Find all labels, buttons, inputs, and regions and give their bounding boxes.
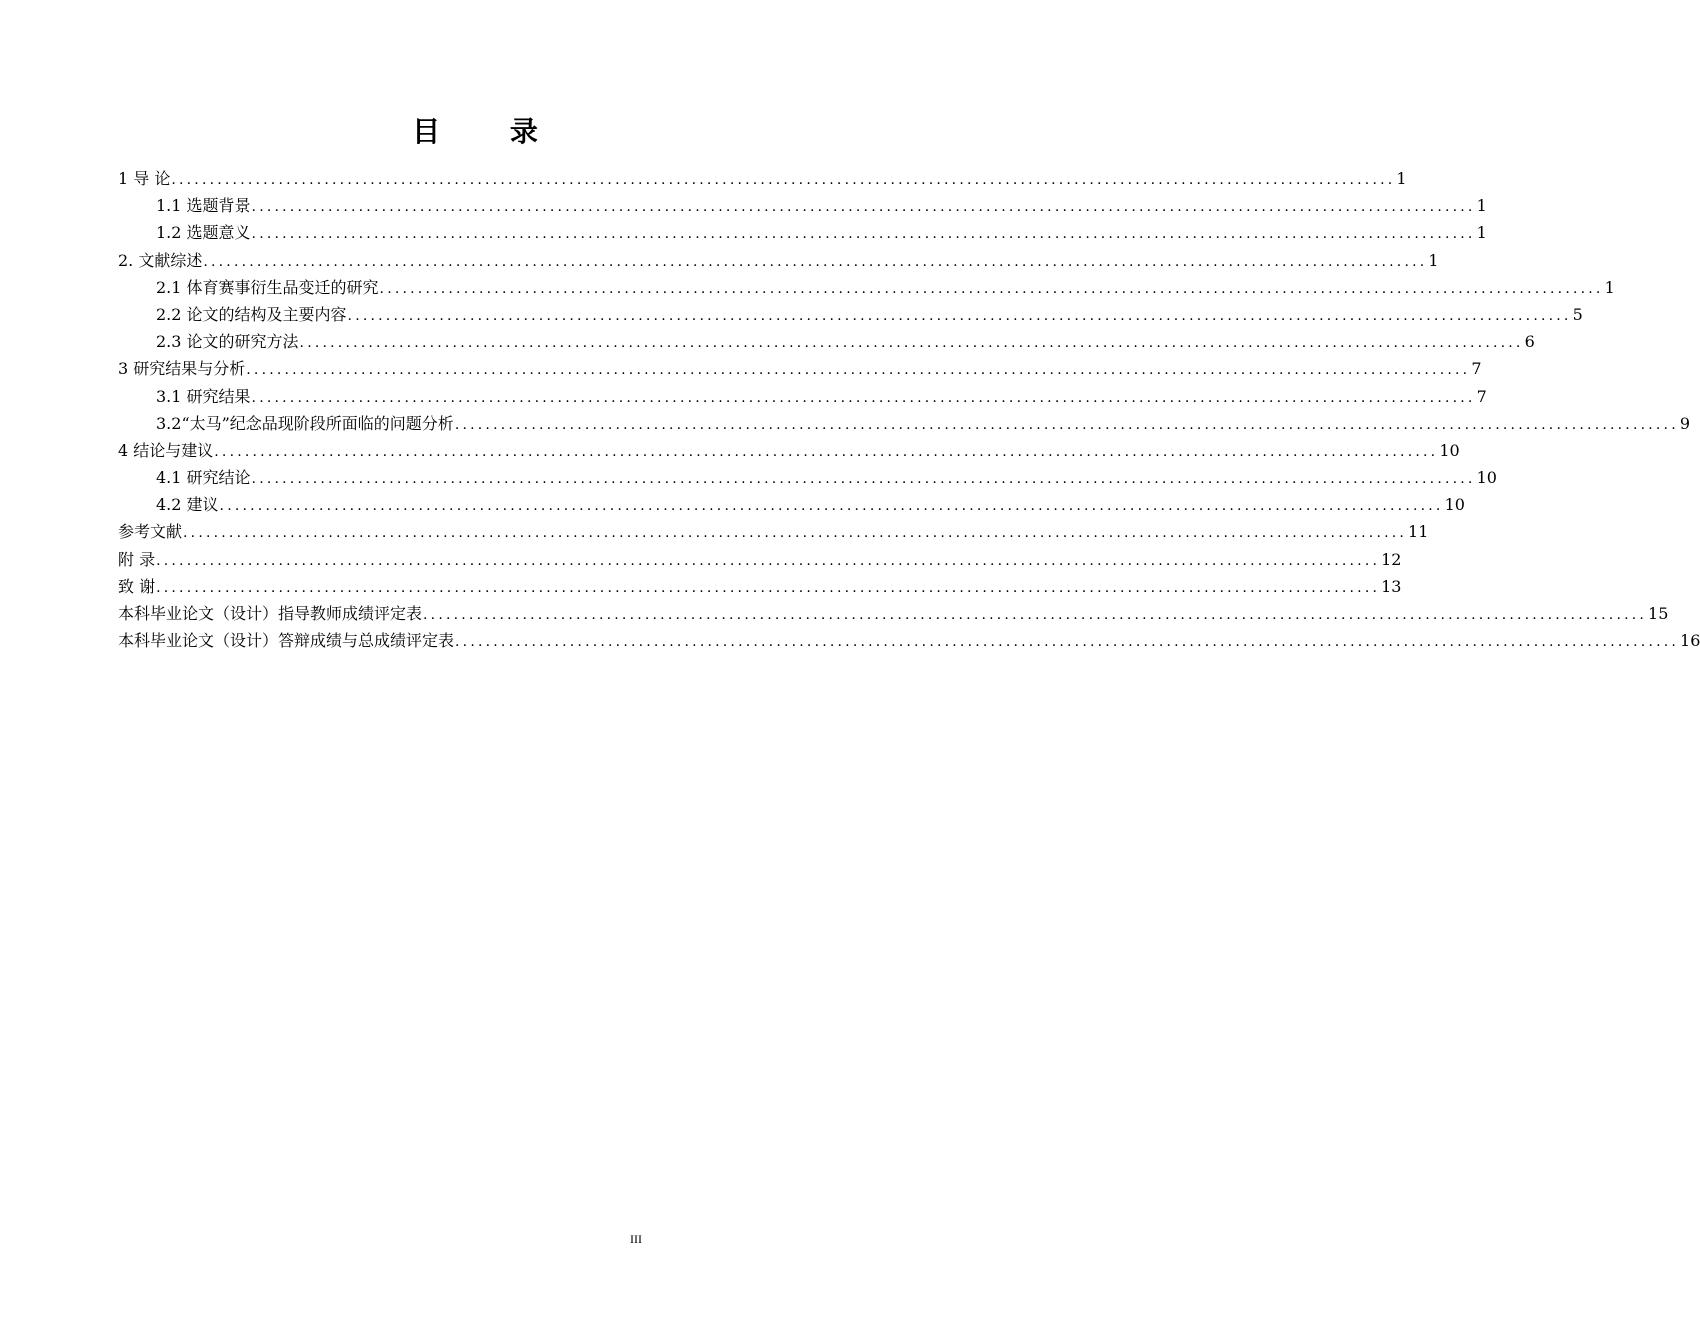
- toc-entry[interactable]: [118, 410, 1691, 437]
- toc-leader-dots: ................................................................................................................................................................: [379, 280, 1604, 297]
- toc-entry[interactable]: [118, 518, 1429, 545]
- toc-entry[interactable]: [118, 247, 1439, 274]
- toc-entry-label: 参考文献: [118, 522, 183, 542]
- toc-leader-dots: ................................................................................................................................................................: [214, 443, 1439, 460]
- toc-entry-label: 2.3 论文的研究方法: [156, 332, 299, 352]
- toc-entry[interactable]: [118, 546, 1402, 573]
- toc-entry[interactable]: [118, 355, 1482, 382]
- toc-entry-page: 12: [1381, 549, 1402, 569]
- toc-entry-label: 2.2 论文的结构及主要内容: [156, 304, 347, 324]
- toc-entry-page: 5: [1572, 304, 1583, 324]
- toc-entry-label: 本科毕业论文（设计）答辩成绩与总成绩评定表: [118, 631, 455, 651]
- toc-entry-label: 1.2 选题意义: [156, 223, 251, 243]
- toc-entry-label: 3.2“太马”纪念品现阶段所面临的问题分析: [156, 413, 454, 433]
- toc-entry-label: 2.1 体育赛事衍生品变迁的研究: [156, 277, 379, 297]
- toc-entry[interactable]: [118, 192, 1487, 219]
- toc-entry-page: 1: [1428, 250, 1439, 270]
- toc-entry[interactable]: [118, 437, 1460, 464]
- toc-leader-dots: ................................................................................................................................................................: [251, 389, 1476, 406]
- toc-entry-page: 9: [1679, 413, 1691, 433]
- toc-leader-dots: ................................................................................................................................................................: [156, 579, 1381, 596]
- toc-leader-dots: ................................................................................................................................................................: [251, 471, 1476, 488]
- toc-entry[interactable]: [118, 573, 1402, 600]
- toc-entry-label: 2. 文献综述: [118, 250, 203, 270]
- toc-title: 目 录: [412, 115, 568, 148]
- toc-entry-page: 1: [1604, 277, 1615, 297]
- toc-entry-page: 16: [1680, 631, 1700, 651]
- toc-entry[interactable]: [118, 383, 1487, 410]
- toc-entry-label: 3.1 研究结果: [156, 386, 251, 406]
- toc-entry-label: 4.1 研究结论: [156, 468, 251, 488]
- toc-leader-dots: ................................................................................................................................................................: [171, 172, 1396, 188]
- toc-entry-label: 3 研究结果与分析: [118, 359, 246, 379]
- toc-entry[interactable]: [118, 301, 1583, 328]
- toc-entry-page: 7: [1476, 386, 1487, 406]
- toc-entry[interactable]: [118, 627, 1700, 654]
- toc-entry-label: 4 结论与建议: [118, 440, 214, 460]
- toc-leader-dots: ................................................................................................................................................................: [299, 335, 1524, 352]
- toc-leader-dots: ................................................................................................................................................................: [423, 607, 1648, 623]
- toc-entry-label: 本科毕业论文（设计）指导教师成绩评定表: [118, 604, 423, 623]
- toc-entry-page: 13: [1381, 576, 1402, 596]
- toc-entry[interactable]: [118, 464, 1497, 491]
- toc-leader-dots: ................................................................................................................................................................: [251, 226, 1476, 243]
- toc-entry-page: 10: [1439, 440, 1460, 460]
- toc-leader-dots: ................................................................................................................................................................: [203, 253, 1428, 270]
- toc-leader-dots: ................................................................................................................................................................: [251, 199, 1476, 216]
- toc-entry-page: 1: [1476, 196, 1487, 216]
- toc-entry-page: 7: [1471, 359, 1482, 379]
- toc-list: [118, 165, 1700, 654]
- toc-entry-page: 11: [1408, 522, 1429, 542]
- toc-entry-page: 10: [1476, 468, 1497, 488]
- toc-leader-dots: ................................................................................................................................................................: [455, 634, 1680, 651]
- toc-leader-dots: ................................................................................................................................................................: [454, 416, 1679, 433]
- toc-entry-page: 15: [1648, 604, 1669, 623]
- toc-entry[interactable]: [118, 219, 1487, 246]
- toc-entry[interactable]: [118, 328, 1535, 355]
- toc-entry-page: 10: [1444, 495, 1465, 515]
- toc-entry-label: 4.2 建议: [156, 495, 219, 515]
- toc-leader-dots: ................................................................................................................................................................: [183, 525, 1408, 542]
- toc-entry[interactable]: [118, 600, 1669, 627]
- toc-entry[interactable]: [118, 491, 1465, 518]
- toc-entry-label: 附 录: [118, 549, 156, 569]
- toc-entry[interactable]: [118, 165, 1407, 192]
- toc-leader-dots: ................................................................................................................................................................: [156, 552, 1381, 569]
- toc-entry-page: 1: [1396, 169, 1407, 188]
- toc-entry-label: 致 谢: [118, 576, 156, 596]
- page-number: III: [630, 1232, 642, 1246]
- toc-entry-page: 6: [1524, 332, 1535, 352]
- toc-entry-label: 1.1 选题背景: [156, 196, 251, 216]
- toc-leader-dots: ................................................................................................................................................................: [347, 307, 1572, 324]
- toc-entry-label: 1 导 论: [118, 169, 171, 188]
- toc-entry[interactable]: [118, 274, 1615, 301]
- toc-leader-dots: ................................................................................................................................................................: [246, 362, 1471, 379]
- toc-entry-page: 1: [1476, 223, 1487, 243]
- toc-leader-dots: ................................................................................................................................................................: [219, 498, 1444, 515]
